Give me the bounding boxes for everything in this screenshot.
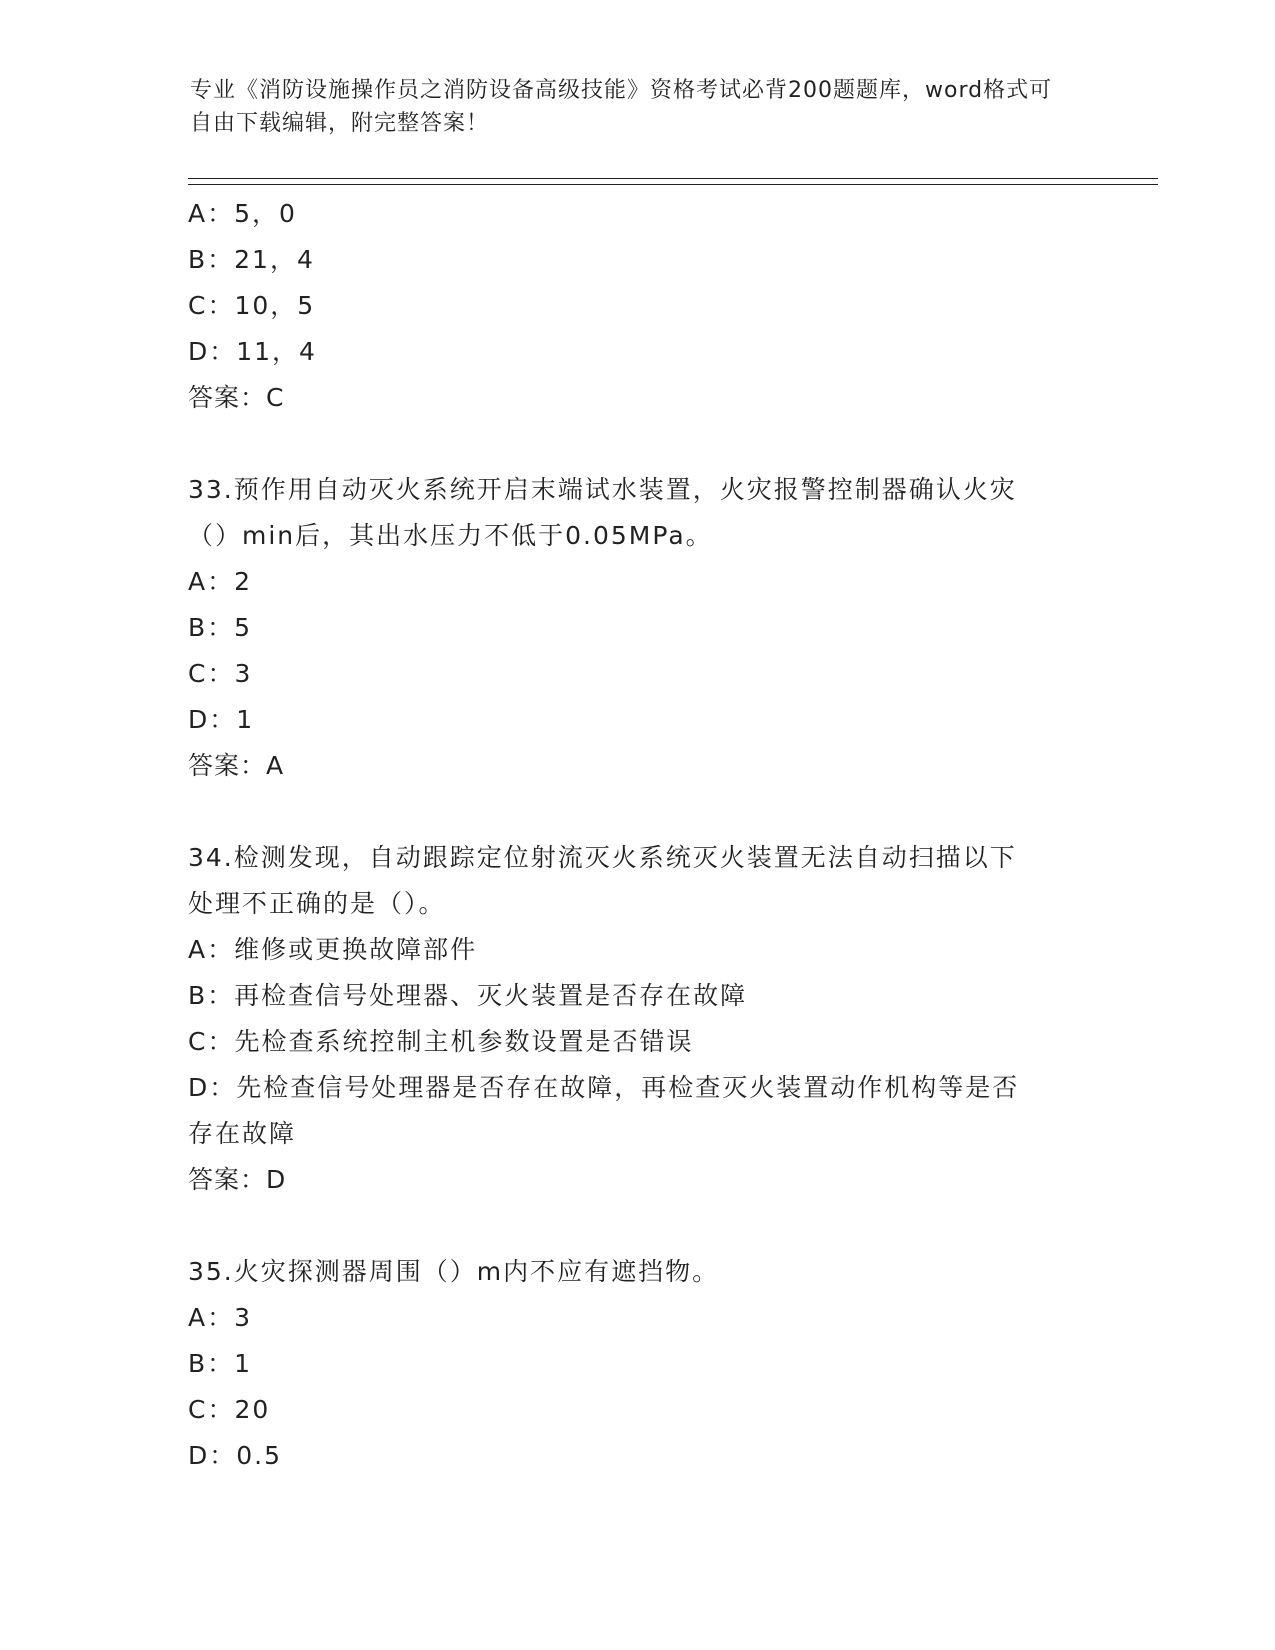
option-d: D：11，4: [188, 337, 317, 366]
answer-line: 答案：A: [188, 751, 285, 780]
question-spacer: [188, 789, 1088, 835]
option-d: D：0.5: [188, 1441, 283, 1470]
question-stem-cont: 处理不正确的是（）。: [188, 889, 446, 918]
question-stem: 35.火灾探测器周围（）m内不应有遮挡物。: [188, 1257, 720, 1286]
option-a: A：维修或更换故障部件: [188, 935, 478, 964]
question-34: [188, 835, 1088, 1203]
option-c: C：3: [188, 659, 253, 688]
question-35: [188, 1249, 1088, 1479]
option-d: D：先检查信号处理器是否存在故障，再检查灭火装置动作机构等是否: [188, 1073, 1020, 1102]
option-d: D：1: [188, 705, 255, 734]
answer-line: 答案：C: [188, 383, 285, 412]
option-c: C：先检查系统控制主机参数设置是否错误: [188, 1027, 694, 1056]
header-rule-top: [188, 178, 1158, 179]
option-b: B：5: [188, 613, 253, 642]
option-d-cont: 存在故障: [188, 1119, 297, 1148]
option-a: A：5，0: [188, 199, 297, 228]
question-stem-cont: （）min后，其出水压力不低于0.05MPa。: [188, 521, 713, 550]
option-b: B：1: [188, 1349, 253, 1378]
question-spacer: [188, 421, 1088, 467]
option-a: A：3: [188, 1303, 253, 1332]
question-list: [188, 191, 1088, 1479]
option-c: C：20: [188, 1395, 271, 1424]
question-32: [188, 191, 1088, 421]
question-stem: 34.检测发现，自动跟踪定位射流灭火系统灭火装置无法自动扫描以下: [188, 843, 1017, 872]
option-b: B：再检查信号处理器、灭火装置是否存在故障: [188, 981, 748, 1010]
option-c: C：10，5: [188, 291, 316, 320]
option-b: B：21，4: [188, 245, 315, 274]
question-spacer: [188, 1203, 1088, 1249]
question-33: [188, 467, 1088, 789]
question-stem: 33.预作用自动灭火系统开启末端试水装置，火灾报警控制器确认火灾: [188, 475, 1017, 504]
document-header: 专业《消防设施操作员之消防设备高级技能》资格考试必背200题题库，word格式可自由下载编辑，附完整答案！: [190, 78, 1053, 136]
answer-line: 答案：D: [188, 1165, 287, 1194]
header-rule-bottom: [188, 184, 1158, 185]
option-a: A：2: [188, 567, 253, 596]
